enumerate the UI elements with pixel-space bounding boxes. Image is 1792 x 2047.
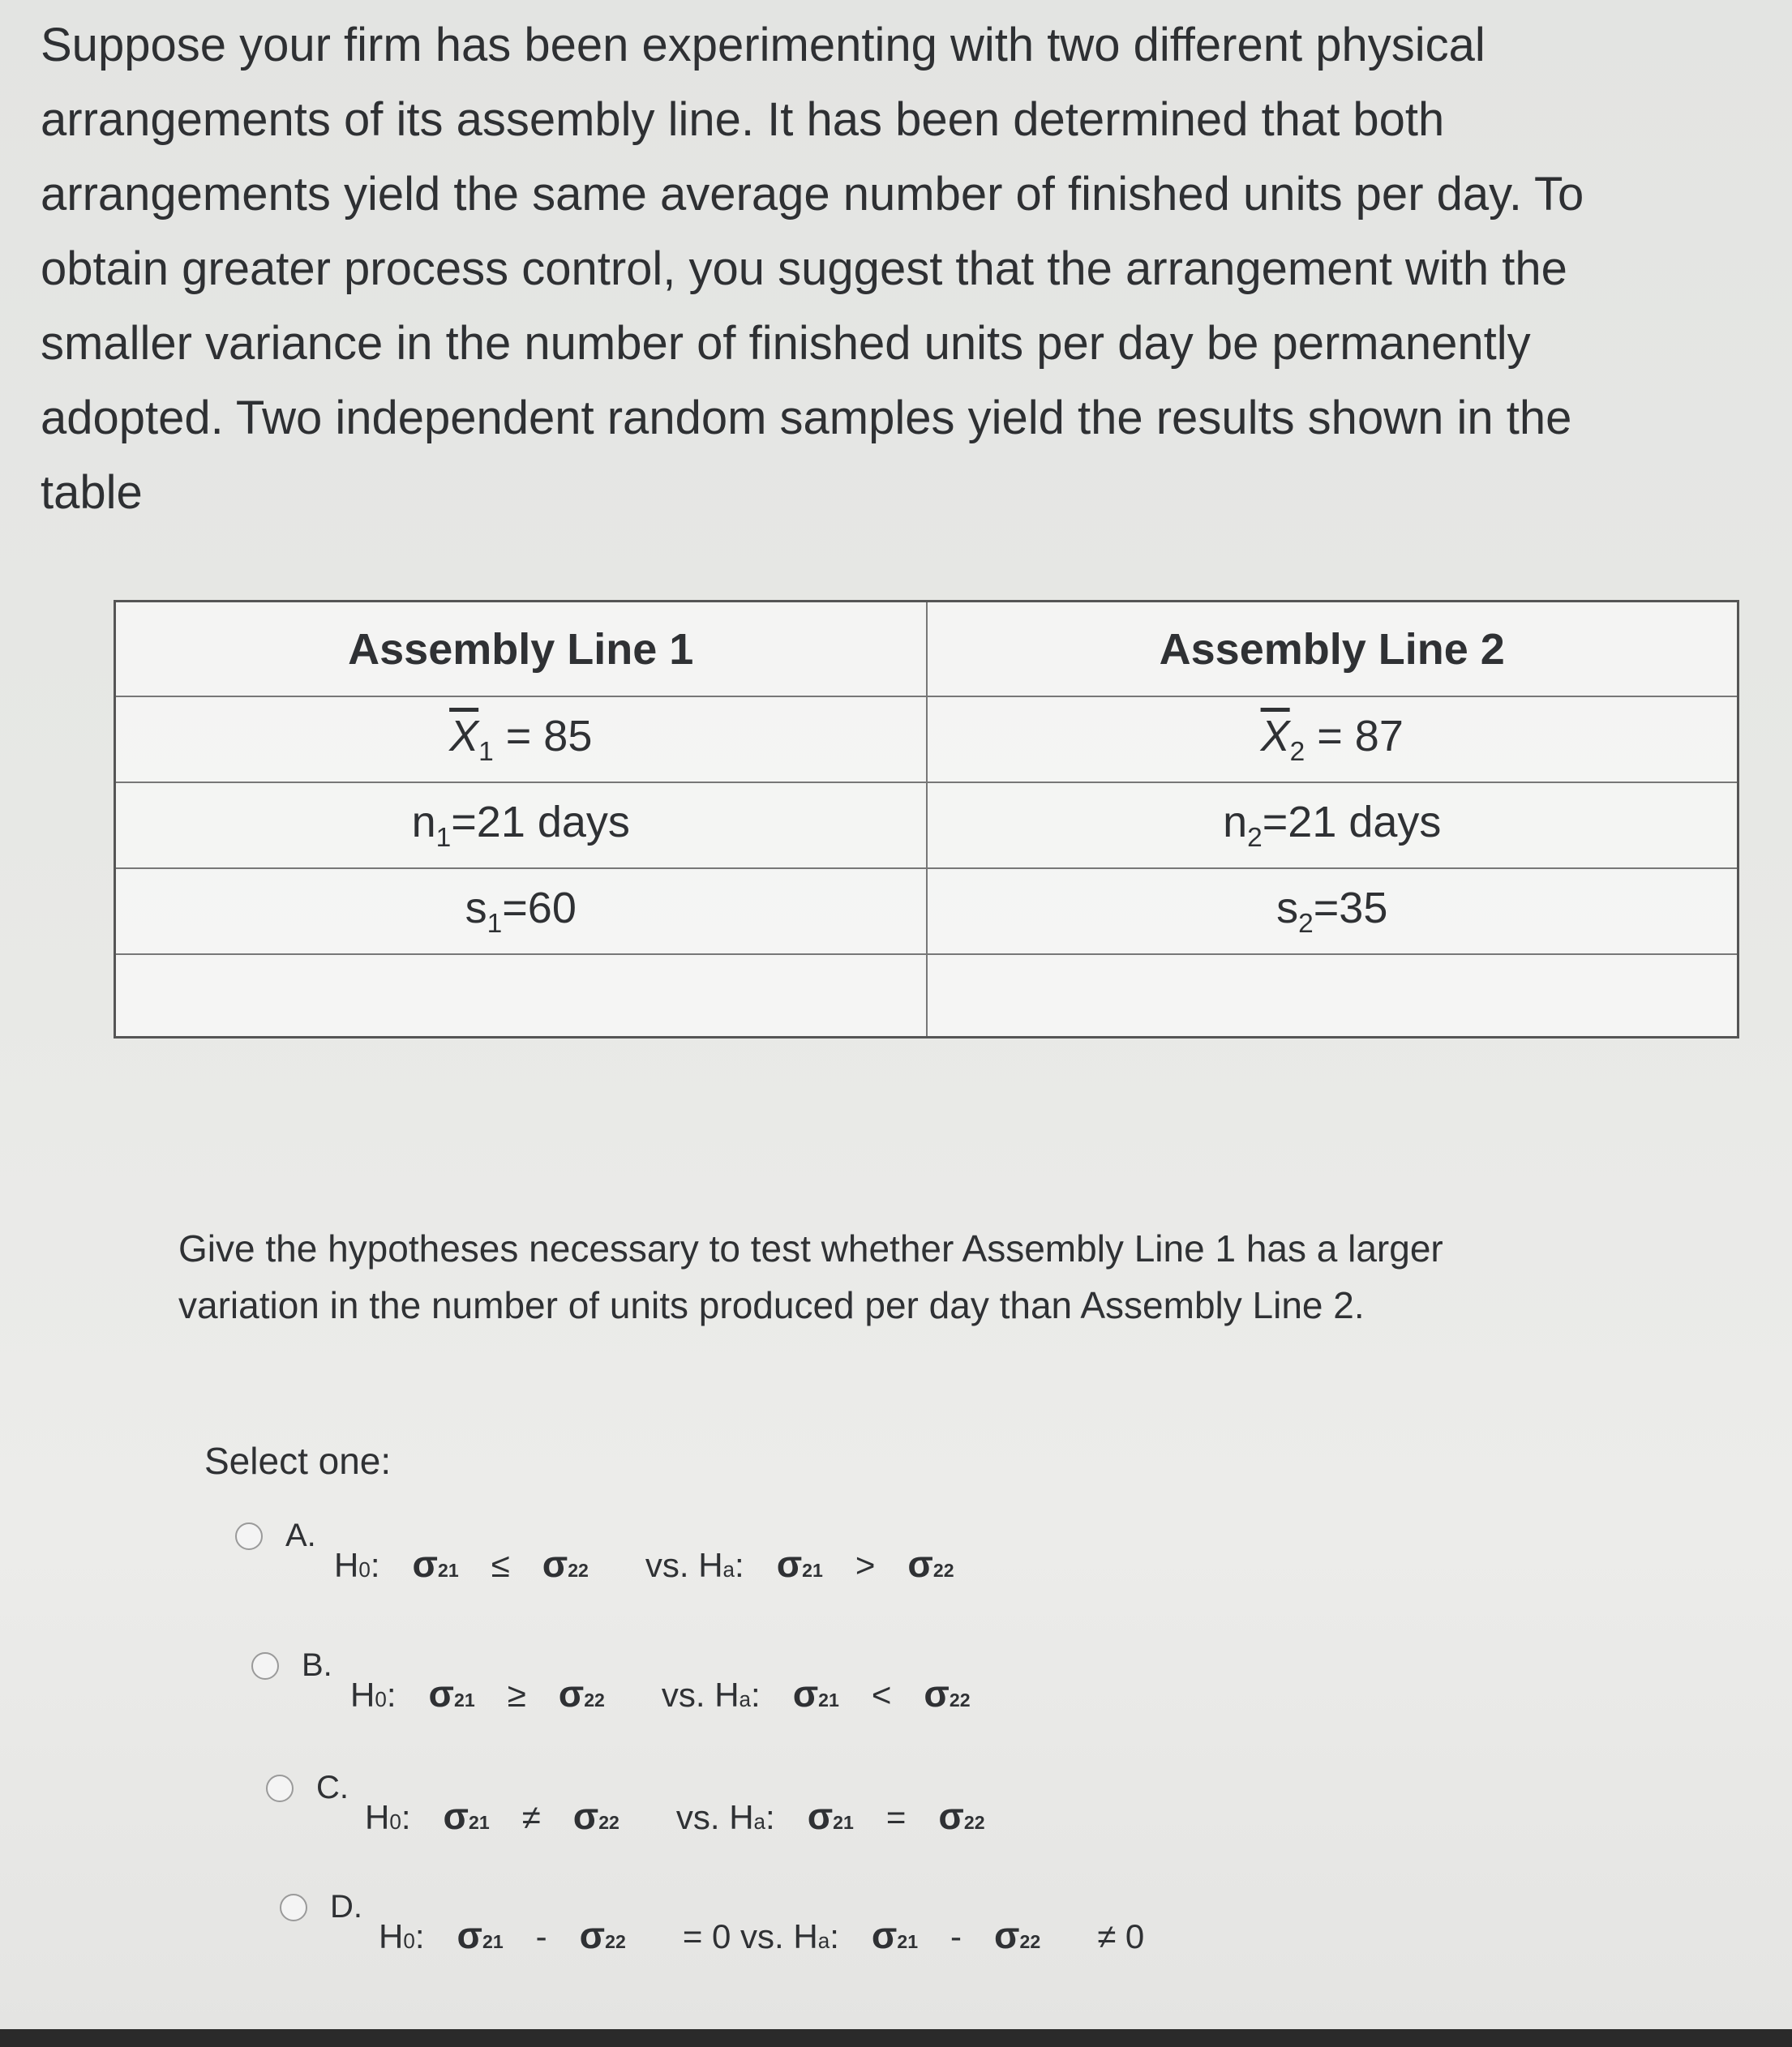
problem-line: Suppose your firm has been experimenting with two different physical: [41, 19, 1485, 71]
question-line: variation in the number of units produced per day than Assembly Line 2.: [178, 1284, 1365, 1326]
subscript: 1: [487, 908, 503, 939]
problem-line: arrangements yield the same average number of finished units per day. To: [41, 168, 1584, 221]
header-assembly-line-2: Assembly Line 2: [927, 602, 1738, 697]
superscript: 2: [482, 1931, 493, 1952]
subscript: 2: [1298, 908, 1314, 939]
mean-line-1: [115, 696, 927, 782]
hypothesis-formula: [350, 1672, 971, 1715]
radio-button-d[interactable]: [280, 1894, 307, 1921]
radio-button-a[interactable]: [235, 1522, 263, 1550]
sample-results-table: [114, 600, 1739, 1038]
sigma-symbol: σ: [412, 1543, 438, 1585]
sigma-symbol: σ: [776, 1543, 803, 1585]
relation-symbol: >: [855, 1546, 876, 1584]
relation-symbol: ≥: [507, 1676, 526, 1714]
superscript: 2: [818, 1689, 830, 1711]
superscript: 2: [609, 1812, 619, 1833]
superscript: 2: [974, 1812, 985, 1833]
n-value: =21 days: [1262, 798, 1442, 847]
subscript: 0: [358, 1557, 371, 1582]
superscript: 2: [959, 1689, 971, 1711]
superscript: 2: [897, 1931, 908, 1952]
colon: :: [830, 1917, 839, 1955]
subscript: 2: [605, 1931, 615, 1952]
subscript: 2: [1247, 822, 1263, 853]
vs-ha-label: = 0 vs. H: [682, 1917, 818, 1955]
subscript: 2: [949, 1689, 960, 1711]
option-d[interactable]: [280, 1889, 1144, 1957]
relation-symbol: -: [535, 1917, 547, 1955]
subscript: 2: [963, 1812, 975, 1833]
subscript: a: [817, 1929, 830, 1953]
question-line: Give the hypotheses necessary to test whether Assembly Line 1 has a larger: [178, 1227, 1443, 1270]
option-letter: B.: [302, 1647, 332, 1683]
problem-line: smaller variance in the number of finished units per day be permanently: [41, 317, 1531, 370]
sigma-symbol: σ: [938, 1795, 964, 1837]
mean-line-2: [927, 696, 1738, 782]
hypothesis-formula: [334, 1542, 954, 1586]
xbar-symbol: $\overline{X}$: [1260, 712, 1290, 761]
superscript: 2: [468, 1812, 479, 1833]
superscript: 2: [1030, 1931, 1041, 1952]
option-c[interactable]: [266, 1770, 985, 1838]
header-assembly-line-1: Assembly Line 1: [115, 602, 927, 697]
relation-symbol: =: [885, 1798, 907, 1836]
not-equal-zero: ≠ 0: [1097, 1917, 1145, 1955]
subscript: 1: [435, 822, 452, 853]
select-one-label: Select one:: [204, 1440, 392, 1482]
relation-symbol: ≠: [521, 1798, 541, 1836]
relation-symbol: ≤: [491, 1546, 510, 1584]
n-symbol: n: [1223, 798, 1248, 847]
radio-button-c[interactable]: [266, 1775, 294, 1802]
s-value: =35: [1313, 884, 1388, 933]
hypothesis-formula: [365, 1794, 985, 1838]
h-symbol: H: [379, 1917, 404, 1955]
sigma-symbol: σ: [428, 1672, 454, 1715]
problem-line: arrangements of its assembly line. It has been determined that both: [41, 93, 1445, 146]
colon: :: [386, 1676, 397, 1714]
sigma-symbol: σ: [792, 1672, 819, 1715]
option-letter: D.: [330, 1889, 362, 1925]
subscript: 0: [389, 1809, 401, 1834]
problem-line: obtain greater process control, you suggest that the arrangement with the: [41, 242, 1567, 295]
s-symbol: s: [1276, 884, 1299, 933]
colon: :: [751, 1676, 761, 1714]
xbar-symbol: $\overline{X}$: [449, 712, 479, 761]
h-symbol: H: [334, 1546, 359, 1584]
problem-statement: [41, 8, 1711, 530]
radio-button-b[interactable]: [251, 1652, 279, 1680]
option-b[interactable]: [251, 1647, 971, 1715]
subscript: 1: [448, 1560, 459, 1581]
superscript: 2: [802, 1560, 813, 1581]
s-value: =60: [502, 884, 577, 933]
colon: :: [370, 1546, 380, 1584]
superscript: 2: [615, 1931, 626, 1952]
sigma-symbol: σ: [871, 1914, 898, 1956]
subscript: 1: [829, 1689, 839, 1711]
n-line-1: [115, 782, 927, 868]
table-row-n: [115, 782, 1738, 868]
option-letter: C.: [316, 1770, 349, 1805]
subscript: 2: [598, 1812, 610, 1833]
table-row-mean: [115, 696, 1738, 782]
table-row-s: [115, 868, 1738, 954]
option-letter: A.: [285, 1518, 316, 1553]
h-symbol: H: [350, 1676, 375, 1714]
s-line-2: [927, 868, 1738, 954]
superscript: 2: [594, 1689, 605, 1711]
problem-line: adopted. Two independent random samples yield the results shown in the: [41, 392, 1572, 444]
subscript: 1: [843, 1812, 854, 1833]
problem-line: table: [41, 466, 143, 519]
subscript: 0: [403, 1929, 415, 1953]
subscript: 1: [492, 1931, 504, 1952]
colon: :: [414, 1917, 425, 1955]
sigma-symbol: σ: [807, 1795, 834, 1837]
subscript: a: [739, 1687, 752, 1711]
subscript: 2: [1289, 736, 1305, 767]
subscript: 2: [932, 1560, 944, 1581]
mean-value: = 85: [493, 712, 593, 761]
superscript: 2: [578, 1560, 589, 1581]
s-line-1: [115, 868, 927, 954]
sigma-symbol: σ: [457, 1914, 482, 1956]
subscript: 1: [478, 1812, 490, 1833]
superscript: 2: [833, 1812, 844, 1833]
n-line-2: [927, 782, 1738, 868]
subscript: 0: [375, 1687, 387, 1711]
subscript: 2: [568, 1560, 579, 1581]
superscript: 2: [943, 1560, 954, 1581]
subscript: a: [722, 1557, 735, 1582]
empty-cell: [927, 954, 1738, 1038]
sigma-symbol: σ: [542, 1543, 568, 1585]
sigma-symbol: σ: [572, 1795, 599, 1837]
subscript: 1: [464, 1689, 475, 1711]
mean-value: = 87: [1305, 712, 1404, 761]
sigma-symbol: σ: [994, 1914, 1020, 1956]
subscript: 1: [478, 736, 494, 767]
relation-symbol: -: [950, 1917, 962, 1955]
subscript: a: [753, 1809, 766, 1834]
vs-ha-label: vs. H: [645, 1546, 723, 1584]
hypothesis-formula: [379, 1913, 1144, 1957]
vs-ha-label: vs. H: [661, 1676, 740, 1714]
subscript: 2: [1019, 1931, 1031, 1952]
relation-symbol: <: [871, 1676, 892, 1714]
table-header-row: [115, 602, 1738, 697]
n-value: =21 days: [451, 798, 630, 847]
sigma-symbol: σ: [443, 1795, 469, 1837]
table-row-empty: [115, 954, 1738, 1038]
bottom-bezel: [0, 2029, 1792, 2047]
sigma-symbol: σ: [907, 1543, 933, 1585]
h-symbol: H: [365, 1798, 390, 1836]
s-symbol: s: [465, 884, 487, 933]
empty-cell: [115, 954, 927, 1038]
n-symbol: n: [411, 798, 436, 847]
superscript: 2: [437, 1560, 448, 1581]
sigma-symbol: σ: [924, 1672, 950, 1715]
sigma-symbol: σ: [579, 1914, 606, 1956]
subscript: 1: [812, 1560, 823, 1581]
superscript: 2: [453, 1689, 465, 1711]
subscript: 1: [907, 1931, 919, 1952]
option-a[interactable]: [235, 1518, 954, 1586]
vs-ha-label: vs. H: [675, 1798, 754, 1836]
colon: :: [765, 1798, 775, 1836]
sigma-symbol: σ: [558, 1672, 585, 1715]
colon: :: [735, 1546, 744, 1584]
colon: :: [401, 1798, 411, 1836]
subscript: 2: [584, 1689, 595, 1711]
question-text: [178, 1220, 1638, 1334]
